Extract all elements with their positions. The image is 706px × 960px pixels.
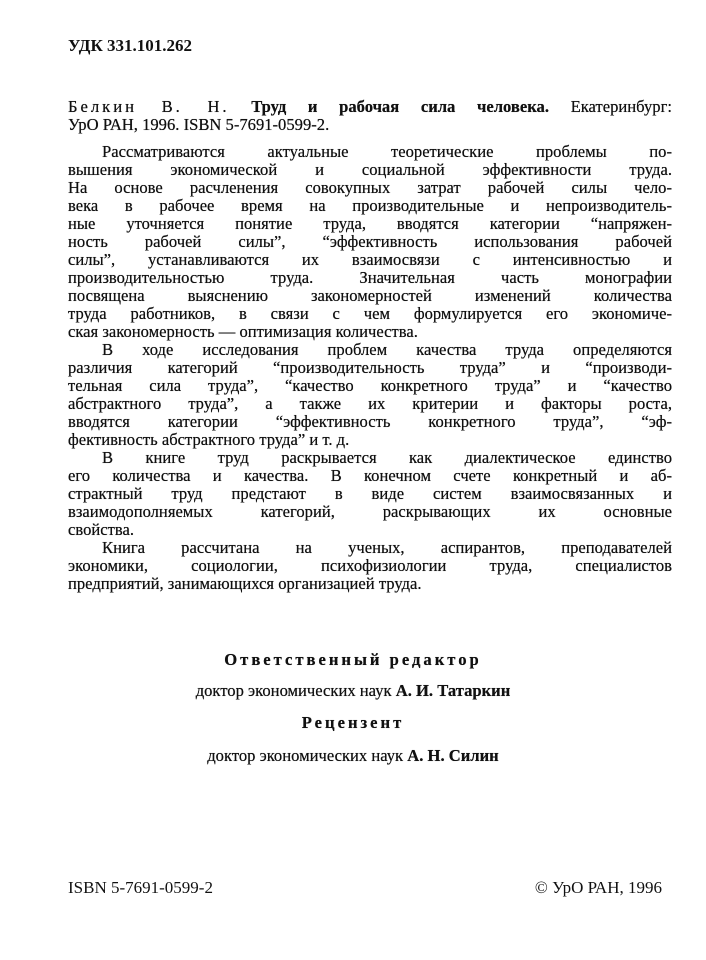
- paragraph-line: ская закономерность — оптимизация количества.: [68, 322, 418, 341]
- citation-city: Екатеринбург:: [570, 97, 672, 116]
- paragraph-line: В книге труд раскрывается как диалектическое единство: [102, 448, 672, 467]
- paragraph-line: свойства.: [68, 520, 135, 539]
- paragraph: [68, 341, 672, 449]
- reviewer-name: А. Н. Силин: [407, 746, 499, 765]
- editor-name: А. И. Татаркин: [395, 681, 511, 700]
- editor-line: [0, 681, 706, 701]
- citation: [68, 98, 672, 134]
- paragraph-line: века в рабочее время на производительные и непроизводитель-: [68, 196, 672, 215]
- editor-heading: Ответственный редактор: [224, 650, 482, 669]
- paragraph-line: его количества и качества. В конечном счете конкретный и аб-: [68, 466, 672, 485]
- paragraph-line: ность рабочей силы”, “эффективность использования рабочей: [68, 232, 672, 251]
- paragraph-line: Рассматриваются актуальные теоретические проблемы по-: [102, 142, 672, 161]
- paragraph-line: Книга рассчитана на ученых, аспирантов, преподавателей: [102, 538, 672, 557]
- reviewer-line: [0, 746, 706, 766]
- reviewer-heading: Рецензент: [301, 713, 405, 732]
- paragraph-line: предприятий, занимающихся организацией труда.: [68, 574, 422, 593]
- paragraph-line: тельная сила труда”, “качество конкретного труда” и “качество: [68, 376, 672, 395]
- udk-code: УДК 331.101.262: [68, 36, 193, 55]
- paragraph-line: На основе расчленения совокупных затрат рабочей силы чело-: [68, 178, 672, 197]
- paragraph-line: страктный труд предстают в виде систем взаимосвязанных и: [68, 484, 672, 503]
- editor-degree: доктор экономических наук: [195, 681, 392, 700]
- paragraph-line: экономики, социологии, психофизиологии труда, специалистов: [68, 556, 672, 575]
- footer-isbn: ISBN 5-7691-0599-2: [68, 878, 213, 897]
- paragraph-line: фективность абстрактного труда” и т. д.: [68, 430, 350, 449]
- citation-line-2: УрО РАН, 1996. ISBN 5-7691-0599-2.: [68, 115, 330, 134]
- paragraph-line: абстрактного труда”, а также их критерии и факторы роста,: [68, 394, 672, 413]
- citation-line-1: [68, 98, 672, 116]
- paragraph-line: В ходе исследования проблем качества труда определяются: [102, 340, 672, 359]
- paragraph: [68, 539, 672, 593]
- paragraph-line: различия категорий “производительность труда” и “производи-: [68, 358, 672, 377]
- citation-author: Белкин В. Н.: [68, 97, 230, 116]
- reviewer-degree: доктор экономических наук: [207, 746, 404, 765]
- paragraph-line: труда работников, в связи с чем формулируется его экономиче-: [68, 304, 672, 323]
- paragraph: [68, 143, 672, 341]
- citation-title: Труд и рабочая сила человека.: [251, 97, 549, 116]
- footer-copyright: © УрО РАН, 1996: [534, 878, 662, 897]
- paragraph-line: силы”, устанавливаются их взаимосвязи с интенсивностью и: [68, 250, 672, 269]
- annotation-body: [68, 143, 672, 593]
- paragraph-line: ные уточняется понятие труда, вводятся категории “напряжен-: [68, 214, 672, 233]
- paragraph-line: взаимодополняемых категорий, раскрывающих их основные: [68, 502, 672, 521]
- paragraph-line: посвящена выяснению закономерностей изменений количества: [68, 286, 672, 305]
- paragraph-line: вводятся категории “эффективность конкретного труда”, “эф-: [68, 412, 672, 431]
- paragraph-line: вышения экономической и социальной эффективности труда.: [68, 160, 672, 179]
- paragraph-line: производительностью труда. Значительная часть монографии: [68, 268, 672, 287]
- paragraph: [68, 449, 672, 539]
